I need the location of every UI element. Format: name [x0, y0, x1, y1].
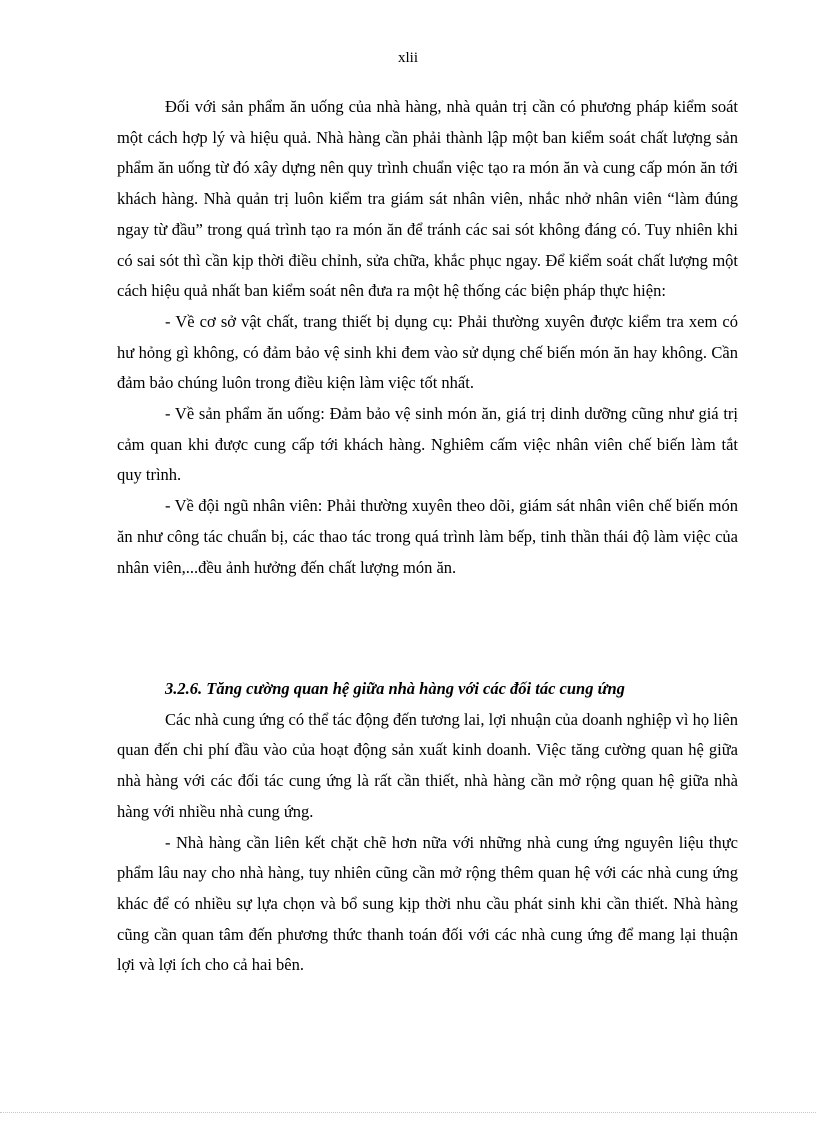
- list-item: - Nhà hàng cần liên kết chặt chẽ hơn nữa với những nhà cung ứng nguyên liệu thực phẩm lâu nay cho nhà hàng, tuy nhiên cũng cần mở rộng thêm quan hệ với các nhà cung ứng khác để có nhiều sự lựa chọn và bổ sung kịp thời nhu cầu phát sinh khi cần thiết. Nhà hàng cũng cần quan tâm đến phương thức thanh toán đối với các nhà cung ứng để mang lại thuận lợi và lợi ích cho cả hai bên.: [117, 832, 738, 975]
- list-item: - Về sản phẩm ăn uống: Đảm bảo vệ sinh món ăn, giá trị dinh dưỡng cũng như giá trị cảm quan khi được cung cấp tới khách hàng. Nghiêm cấm việc nhân viên chế biến làm tắt quy trình.: [117, 404, 738, 485]
- list-item: - Về cơ sở vật chất, trang thiết bị dụng cụ: Phải thường xuyên được kiểm tra xem có hư hỏng gì không, có đảm bảo vệ sinh khi đem vào sử dụng chế biến món ăn hay không. Cần đảm bảo chúng luôn trong điều kiện làm việc tốt nhất.: [117, 311, 738, 393]
- page-number: xlii: [397, 50, 418, 66]
- paragraph-intro: Các nhà cung ứng có thể tác động đến tương lai, lợi nhuận của doanh nghiệp vì họ liên quan đến chi phí đầu vào của hoạt động sản xuất kinh doanh. Việc tăng cường quan hệ giữa nhà hàng với các đối tác cung ứng là rất cần thiết, nhà hàng cần mở rộng quan hệ giữa nhà hàng với nhiều nhà cung ứng.: [117, 709, 738, 821]
- section-quality-control: [117, 92, 738, 583]
- section-supplier-relations: [117, 674, 738, 981]
- section-heading: 3.2.6. Tăng cường quan hệ giữa nhà hàng với các đối tác cung ứng: [165, 679, 625, 698]
- paragraph-intro: Đối với sản phẩm ăn uống của nhà hàng, nhà quản trị cần có phương pháp kiểm soát một cách hợp lý và hiệu quả. Nhà hàng cần phải thành lập một ban kiểm soát chất lượng sản phẩm ăn uống từ đó xây dựng nên quy trình chuẩn việc tạo ra món ăn và cung cấp món ăn tới khách hàng. Nhà quản trị luôn kiểm tra giám sát nhân viên, nhắc nhở nhân viên “làm đúng ngay từ đầu” trong quá trình tạo ra món ăn để tránh các sai sót không đáng có. Tuy nhiên khi có sai sót thì cần kịp thời điều chỉnh, sửa chữa, khắc phục ngay. Để kiểm soát chất lượng một cách hiệu quả nhất ban kiểm soát nên đưa ra một hệ thống các biện pháp thực hiện:: [117, 97, 738, 301]
- page-bottom-divider: [0, 1112, 816, 1113]
- list-item: - Về đội ngũ nhân viên: Phải thường xuyên theo dõi, giám sát nhân viên chế biến món ăn như công tác chuẩn bị, các thao tác trong quá trình làm bếp, tinh thần thái độ làm việc của nhân viên,...đều ảnh hưởng đến chất lượng món ăn.: [117, 496, 738, 577]
